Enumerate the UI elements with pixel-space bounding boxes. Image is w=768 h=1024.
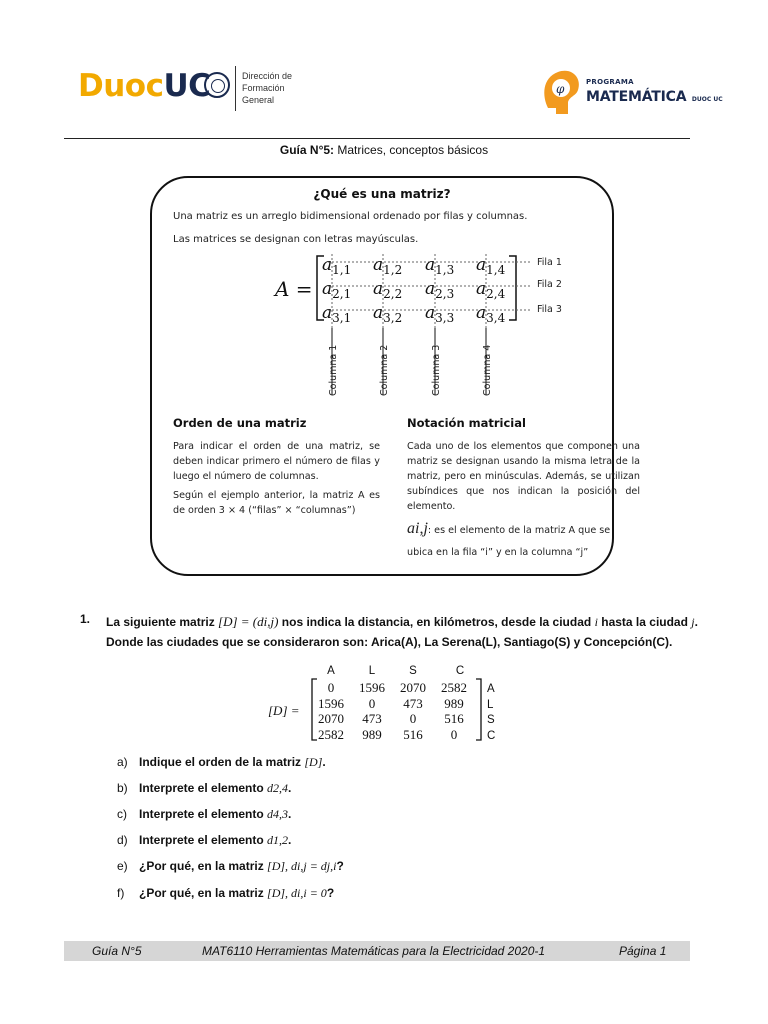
col-header-s: S	[409, 665, 417, 677]
entry-a24: $a_{2,4}$	[476, 279, 506, 301]
logo-divider	[235, 66, 236, 111]
svg-text:2582: 2582	[441, 680, 467, 695]
svg-text:989: 989	[362, 727, 382, 742]
col-label-4: Columna 4	[482, 344, 493, 396]
notacion-aij-position: ubica en la fila “i” y en la columna “j”	[407, 547, 589, 558]
col-label-3: Columna 3	[431, 344, 442, 396]
page-footer	[64, 941, 690, 961]
row-label-1: Fila 1	[537, 257, 562, 268]
entry-a23: $a_{2,3}$	[425, 279, 455, 301]
box-title: ¿Qué es una matriz?	[313, 187, 451, 201]
row-header-c: C	[487, 730, 496, 742]
notacion-explanation: Cada uno de los elementos que componen una matriz se designan usando la misma letra de la matriz, pero en minúsculas. Además, se utilizan subíndices que nos indican la posición del elemento.	[407, 441, 640, 512]
entry-a21: $a_{2,1}$	[322, 279, 352, 301]
svg-text:1596: 1596	[359, 680, 385, 695]
question-a: a) Indique el orden de la matriz [D].	[117, 755, 326, 769]
col-header-c: C	[455, 665, 465, 677]
footer-page: Página 1	[619, 944, 667, 958]
entry-a11: $a_{1,1}$	[322, 255, 352, 277]
row-header-a: A	[487, 683, 495, 695]
notacion-aij-definition: ai,j: es el elemento de la matriz A que se	[407, 520, 611, 537]
row-header-s: S	[487, 714, 495, 726]
distance-matrix-d	[262, 660, 512, 746]
svg-text:516: 516	[403, 727, 423, 742]
entry-a34: $a_{3,4}$	[476, 303, 506, 325]
problem-number: 1.	[80, 612, 91, 626]
col-header-l: L	[368, 665, 376, 677]
direccion-formacion-general: Dirección de Formación General	[242, 71, 293, 105]
row-label-3: Fila 3	[537, 304, 562, 315]
svg-text:516: 516	[444, 711, 464, 726]
question-f: f) ¿Por qué, en la matriz [D], di,i = 0?	[117, 886, 335, 900]
university-seal-icon	[204, 72, 230, 98]
entry-a14: $a_{1,4}$	[476, 255, 506, 277]
orden-explanation: Para indicar el orden de una matriz, se deben indicar primero el número de filas y luego el número de columnas.	[173, 441, 380, 482]
svg-text:0: 0	[450, 727, 458, 742]
svg-text:989: 989	[444, 696, 464, 711]
matrix-a-diagram	[270, 250, 580, 400]
question-c: c) Interprete el elemento d4,3.	[117, 807, 292, 821]
entry-a33: $a_{3,3}$	[425, 303, 455, 325]
matrix-d-label: [D] =	[268, 703, 300, 718]
problem-statement: La siguiente matriz [D] = (di,j) nos indica la distancia, en kilómetros, desde la ciudad i hasta la ciudad j. Donde las ciudades que se consideraron son: Arica(A), La Serena(L), Santiago(S) y Concepción(C).	[106, 614, 698, 649]
svg-text:2070: 2070	[318, 711, 344, 726]
orden-title: Orden de una matriz	[173, 416, 307, 430]
matrix-a-label: A =	[275, 277, 313, 301]
svg-text:0: 0	[409, 711, 417, 726]
svg-text:473: 473	[362, 711, 382, 726]
footer-guide: Guía N°5	[92, 944, 142, 958]
entry-a12: $a_{1,2}$	[373, 255, 403, 277]
svg-text:φ: φ	[556, 82, 565, 96]
guide-title: Guía N°5: Matrices, conceptos básicos	[279, 143, 489, 157]
row-label-2: Fila 2	[537, 279, 562, 290]
footer-course: MAT6110 Herramientas Matemáticas para la Electricidad 2020-1	[202, 944, 546, 958]
question-e: e) ¿Por qué, en la matriz [D], di,j = dj,i?	[117, 859, 344, 873]
entry-a32: $a_{3,2}$	[373, 303, 403, 325]
svg-text:0: 0	[327, 680, 335, 695]
question-b: b) Interprete el elemento d2,4.	[117, 781, 292, 795]
entry-a31: $a_{3,1}$	[322, 303, 352, 325]
col-label-1: Columna 1	[328, 344, 339, 396]
notacion-title: Notación matricial	[407, 416, 526, 430]
svg-text:2582: 2582	[318, 727, 344, 742]
svg-text:2070: 2070	[400, 680, 426, 695]
orden-example: Según el ejemplo anterior, la matriz A es de orden 3 × 4 (“filas” × “columnas”)	[173, 490, 380, 516]
programa-matematica-head-icon	[540, 66, 582, 118]
col-header-a: A	[327, 665, 335, 677]
entry-a13: $a_{1,3}$	[425, 255, 455, 277]
entry-a22: $a_{2,2}$	[373, 279, 403, 301]
svg-text:1596: 1596	[318, 696, 344, 711]
box-definition: Una matriz es un arreglo bidimensional ordenado por filas y columnas.	[173, 211, 528, 222]
question-d: d) Interprete el elemento d1,2.	[117, 833, 292, 847]
svg-text:0: 0	[368, 696, 376, 711]
row-header-l: L	[487, 699, 494, 711]
col-label-2: Columna 2	[379, 344, 390, 396]
duoc-uc-logo: DuocUC	[78, 68, 211, 104]
box-uppercase-note: Las matrices se designan con letras mayúsculas.	[173, 234, 419, 245]
programa-matematica-logo: PROGRAMA MATEMÁTICA DUOC UC	[586, 78, 723, 105]
header-rule	[64, 138, 690, 139]
svg-text:473: 473	[403, 696, 423, 711]
